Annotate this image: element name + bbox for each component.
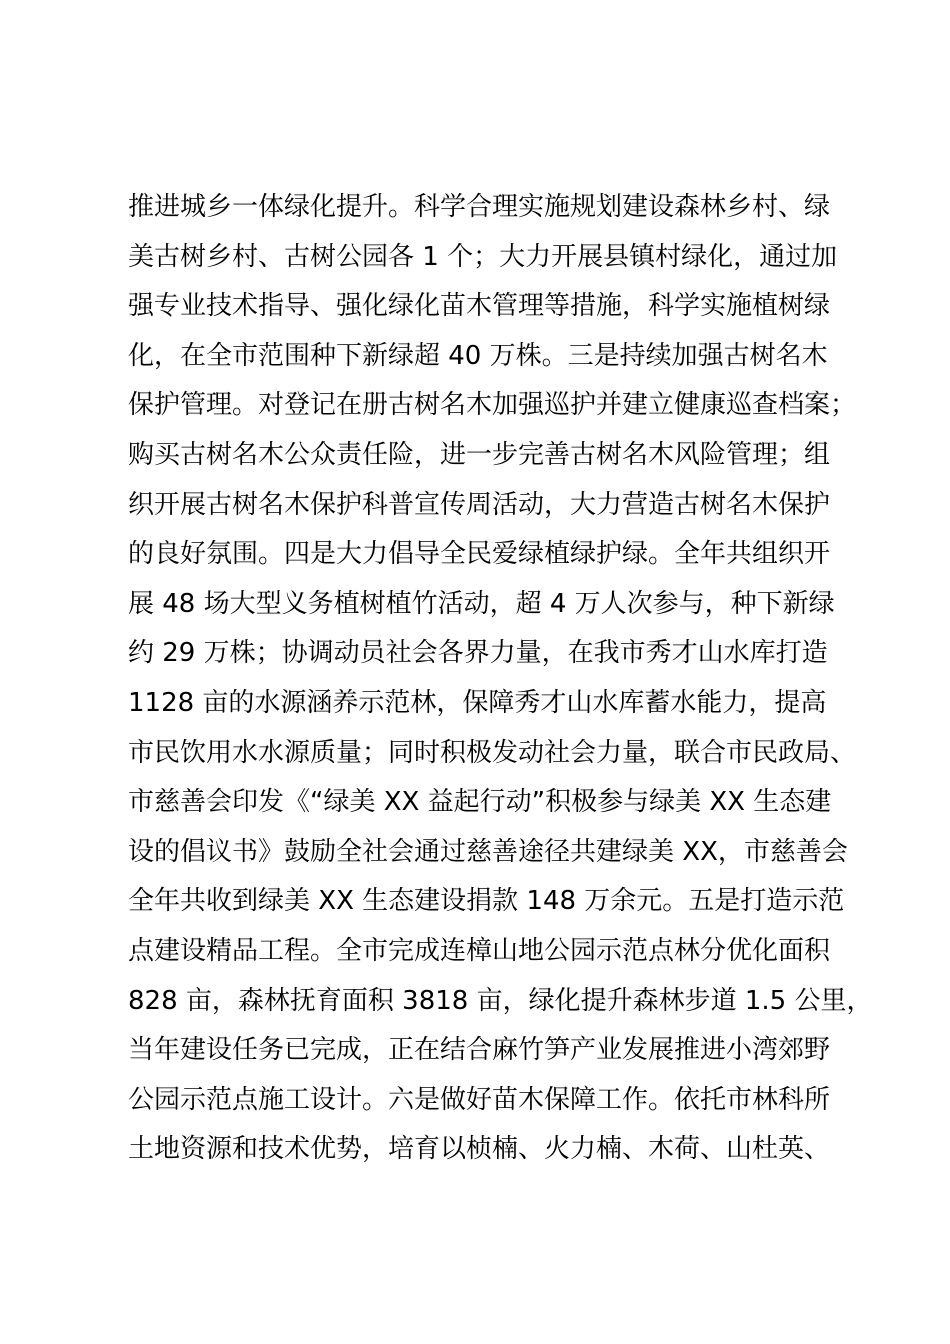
text-line: 的良好氛围。四是大力倡导全民爱绿植绿护绿。全年共组织开 — [128, 539, 831, 570]
text-line: 全年共收到绿美 XX 生态建设捐款 148 万余元。五是打造示范 — [128, 886, 845, 917]
text-line: 化，在全市范围种下新绿超 40 万株。三是持续加强古树名木 — [128, 340, 828, 371]
text-line: 土地资源和技术优势，培育以桢楠、火力楠、木荷、山杜英、 — [128, 1134, 831, 1165]
body-text — [128, 183, 873, 1175]
text-line: 织开展古树名木保护科普宣传周活动，大力营造古树名木保护 — [128, 489, 831, 520]
text-line: 强专业技术指导、强化绿化苗木管理等措施，科学实施植树绿 — [128, 291, 831, 322]
text-line: 828 亩，森林抚育面积 3818 亩，绿化提升森林步道 1.5 公里， — [128, 985, 873, 1016]
text-line: 展 48 场大型义务植树植竹活动，超 4 万人次参与，种下新绿 — [128, 588, 835, 619]
text-line: 约 29 万株；协调动员社会各界力量，在我市秀才山水库打造 — [128, 638, 828, 669]
text-line: 保护管理。对登记在册古树名木加强巡护并建立健康巡查档案； — [128, 390, 857, 421]
text-line: 公园示范点施工设计。六是做好苗木保障工作。依托市林科所 — [128, 1084, 831, 1115]
text-line: 美古树乡村、古树公园各 1 个；大力开展县镇村绿化，通过加 — [128, 241, 838, 272]
text-line: 推进城乡一体绿化提升。科学合理实施规划建设森林乡村、绿 — [128, 192, 831, 222]
text-line: 当年建设任务已完成，正在结合麻竹笋产业发展推进小湾郊野 — [128, 1035, 831, 1066]
text-line: 点建设精品工程。全市完成连樟山地公园示范点林分优化面积 — [128, 935, 831, 966]
text-line: 市慈善会印发《“绿美 XX 益起行动”积极参与绿美 XX 生态建 — [128, 787, 832, 818]
text-line: 设的倡议书》鼓励全社会通过慈善途径共建绿美 XX，市慈善会 — [128, 836, 848, 867]
text-line: 市民饮用水水源质量；同时积极发动社会力量，联合市民政局、 — [128, 737, 857, 768]
text-line: 1128 亩的水源涵养示范林，保障秀才山水库蓄水能力，提高 — [128, 687, 827, 718]
text-line: 购买古树名木公众责任险，进一步完善古树名木风险管理；组 — [128, 439, 831, 470]
